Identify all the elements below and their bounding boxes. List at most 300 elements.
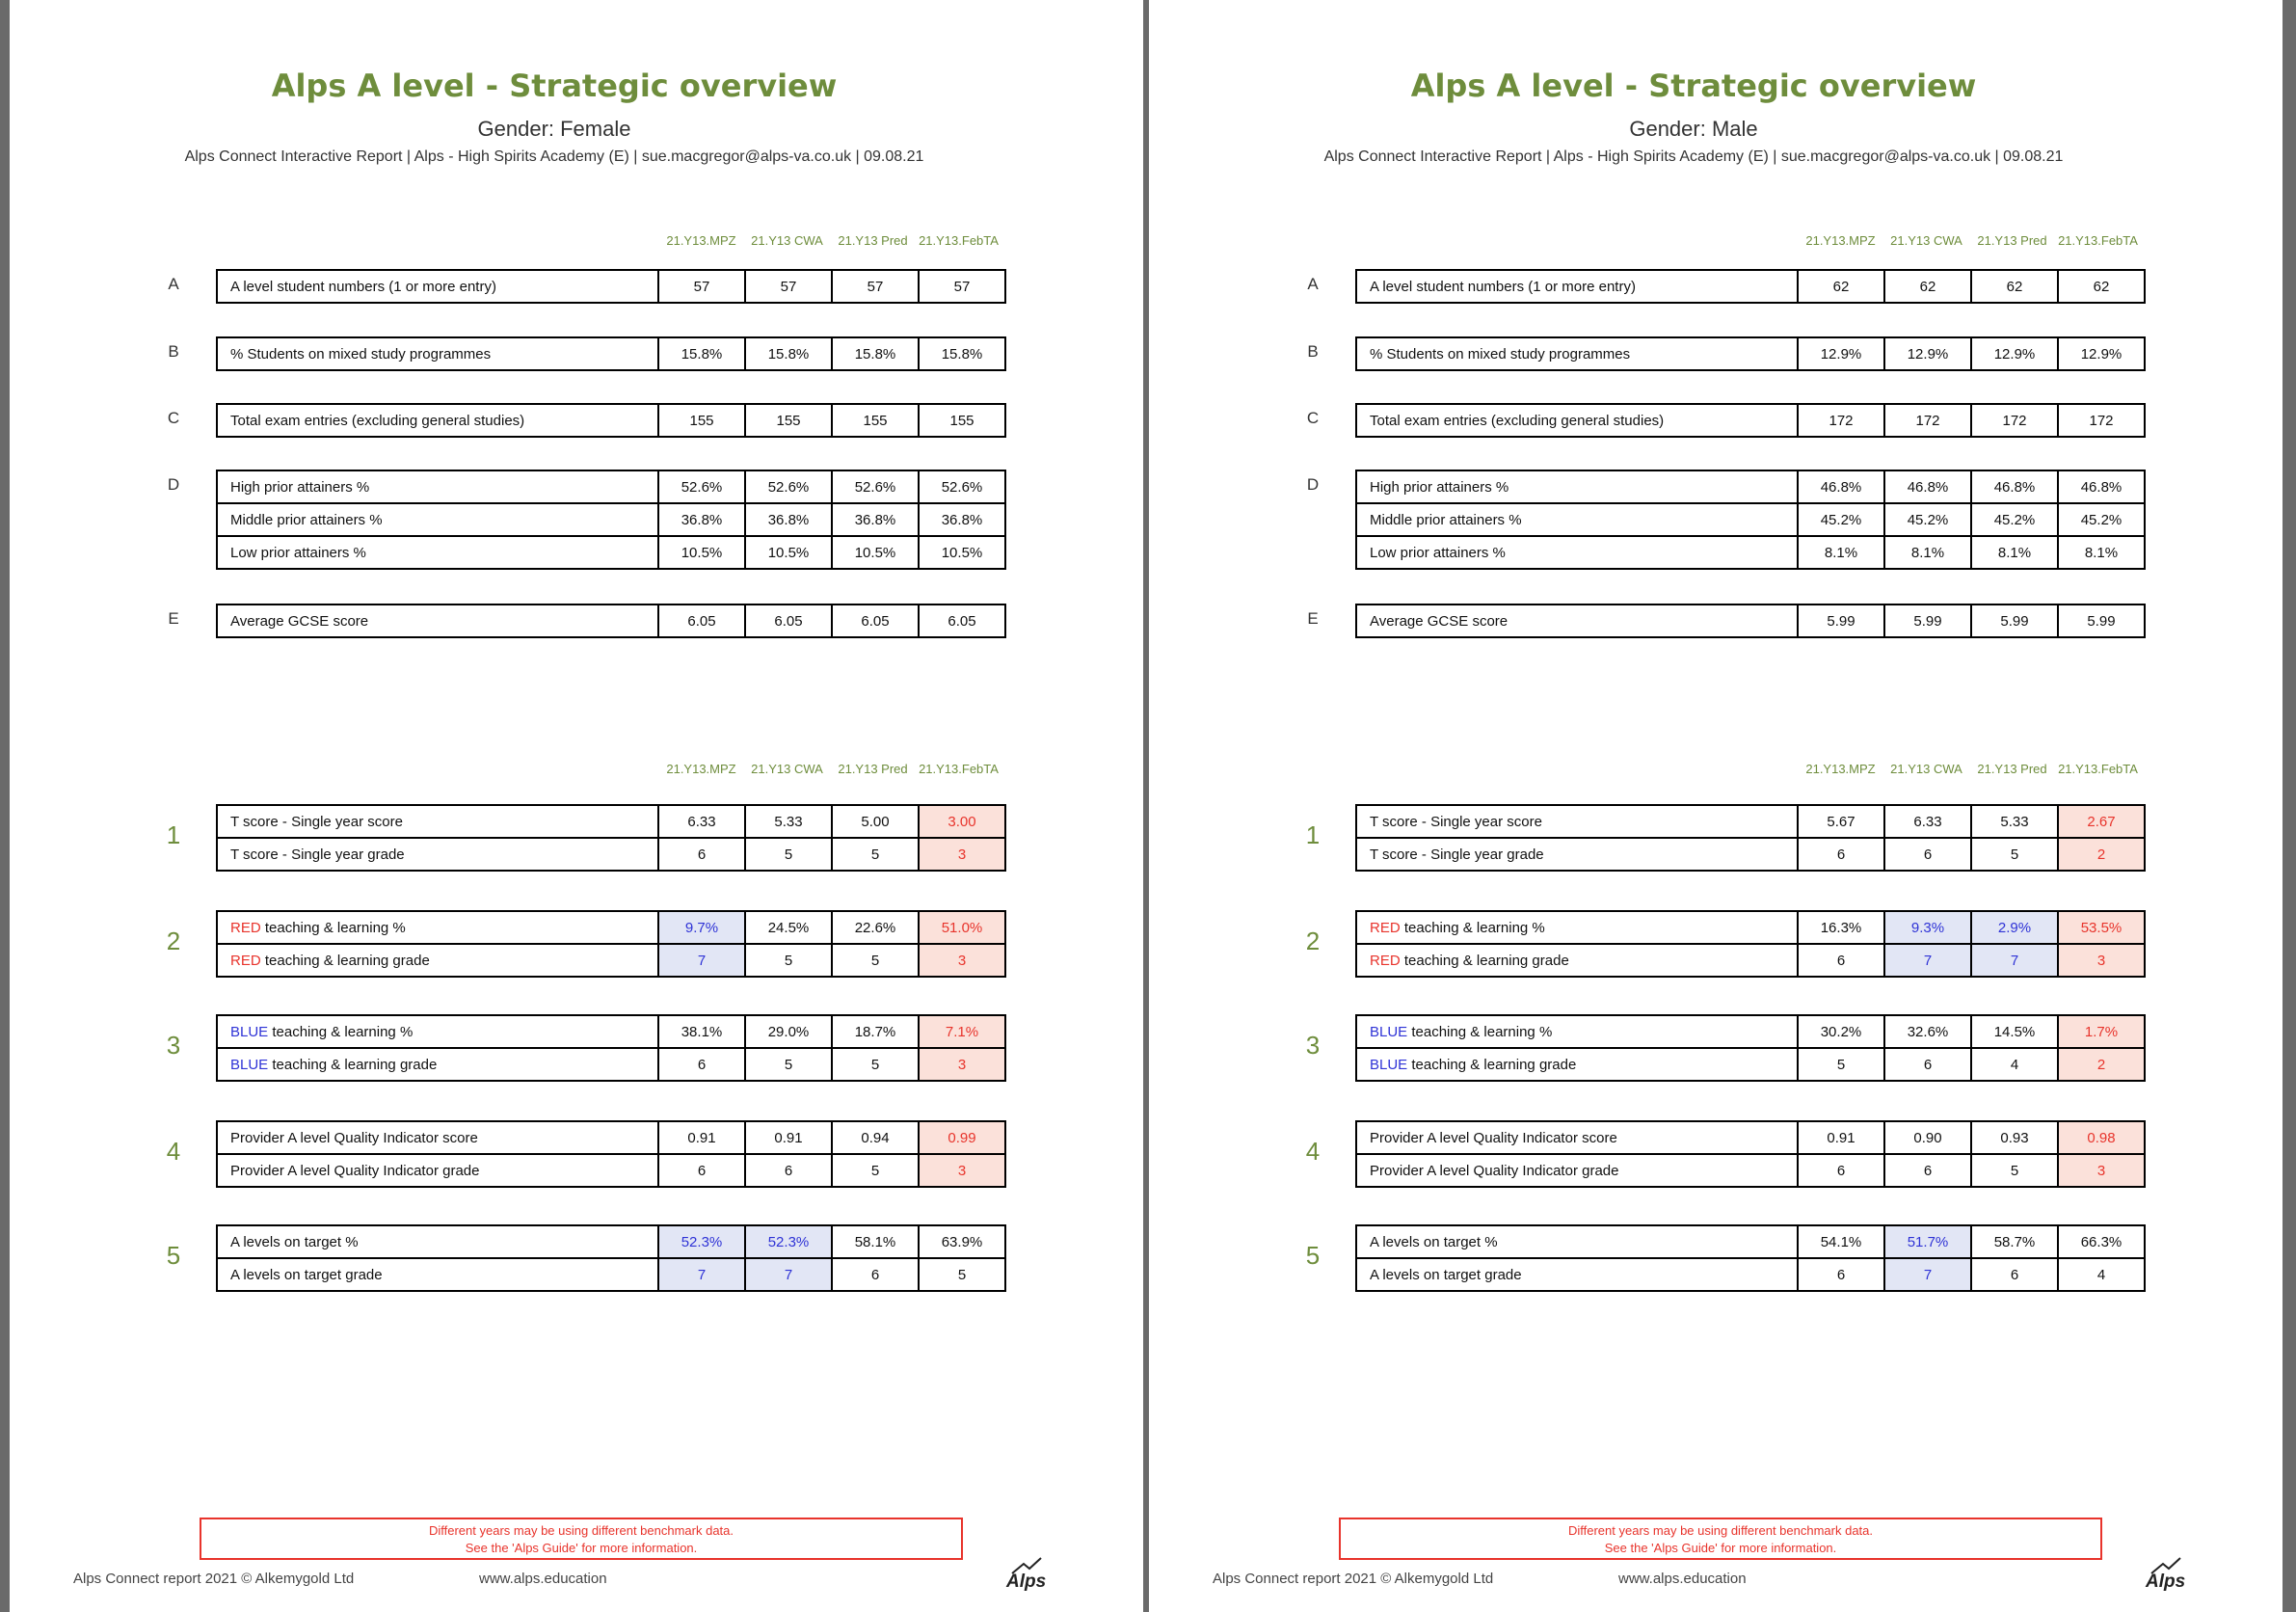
row-label-text: T score - Single year score bbox=[230, 813, 403, 830]
value-cell: 5 bbox=[832, 838, 919, 871]
value-cell: 2 bbox=[2058, 1048, 2145, 1081]
value-cell: 32.6% bbox=[1884, 1015, 1971, 1048]
table-row bbox=[1356, 337, 2145, 370]
value-cell: 36.8% bbox=[832, 503, 919, 536]
value-cell: 172 bbox=[1884, 404, 1971, 437]
row-label-keyword: RED bbox=[1370, 952, 1401, 969]
row-label-text: teaching & learning grade bbox=[260, 952, 430, 969]
row-label: Total exam entries (excluding general studies) bbox=[217, 404, 658, 437]
row-letter: D bbox=[167, 475, 180, 494]
value-cell: 36.8% bbox=[919, 503, 1005, 536]
column-header: 21.Y13 Pred bbox=[838, 762, 908, 776]
row-label: Average GCSE score bbox=[1356, 604, 1798, 637]
value-cell: 15.8% bbox=[919, 337, 1005, 370]
table-row bbox=[1356, 536, 2145, 569]
row-label-text: Provider A level Quality Indicator score bbox=[1370, 1129, 1617, 1146]
disclaimer-line: See the 'Alps Guide' for more information. bbox=[1604, 1541, 1837, 1555]
value-cell: 2.9% bbox=[1971, 911, 2058, 944]
value-cell: 5.99 bbox=[1971, 604, 2058, 637]
row-label-text: A levels on target grade bbox=[230, 1266, 383, 1283]
value-cell: 3 bbox=[919, 944, 1005, 977]
value-cell: 5 bbox=[919, 1258, 1005, 1291]
performance-table-4 bbox=[1355, 1120, 2146, 1188]
measure-number: 1 bbox=[166, 820, 181, 849]
table-row bbox=[1356, 911, 2145, 944]
column-header: 21.Y13.FebTA bbox=[919, 762, 999, 776]
measure-number: 5 bbox=[166, 1241, 181, 1270]
row-label bbox=[1356, 1154, 1798, 1187]
value-cell: 4 bbox=[2058, 1258, 2145, 1291]
value-cell: 8.1% bbox=[1798, 536, 1884, 569]
table-row bbox=[217, 404, 1005, 437]
value-cell: 6 bbox=[658, 1154, 745, 1187]
value-cell: 5.99 bbox=[2058, 604, 2145, 637]
value-cell: 0.91 bbox=[745, 1121, 832, 1154]
performance-table-3 bbox=[1355, 1014, 2146, 1082]
performance-table-1 bbox=[1355, 804, 2146, 872]
value-cell: 46.8% bbox=[1884, 470, 1971, 503]
row-label bbox=[1356, 1258, 1798, 1291]
table-row bbox=[217, 270, 1005, 303]
row-label bbox=[1356, 1225, 1798, 1258]
value-cell: 18.7% bbox=[832, 1015, 919, 1048]
value-cell: 6 bbox=[1884, 1048, 1971, 1081]
value-cell: 6 bbox=[1798, 1154, 1884, 1187]
table-row bbox=[1356, 503, 2145, 536]
column-headers-performance bbox=[1798, 762, 2156, 779]
value-cell: 155 bbox=[658, 404, 745, 437]
row-label: High prior attainers % bbox=[1356, 470, 1798, 503]
value-cell: 155 bbox=[919, 404, 1005, 437]
table-row bbox=[217, 838, 1005, 871]
row-label: A level student numbers (1 or more entry) bbox=[217, 270, 658, 303]
value-cell: 52.6% bbox=[919, 470, 1005, 503]
value-cell: 5 bbox=[1798, 1048, 1884, 1081]
value-cell: 46.8% bbox=[1971, 470, 2058, 503]
value-cell: 8.1% bbox=[1971, 536, 2058, 569]
value-cell: 172 bbox=[1971, 404, 2058, 437]
column-headers-context bbox=[658, 233, 1017, 251]
row-label bbox=[1356, 944, 1798, 977]
value-cell: 6 bbox=[1884, 1154, 1971, 1187]
column-header: 21.Y13.MPZ bbox=[666, 233, 736, 248]
row-label bbox=[217, 1225, 658, 1258]
table-row bbox=[1356, 1258, 2145, 1291]
value-cell: 15.8% bbox=[658, 337, 745, 370]
column-header: 21.Y13 CWA bbox=[751, 762, 823, 776]
column-headers-performance bbox=[658, 762, 1017, 779]
row-label-text: A levels on target % bbox=[1370, 1233, 1498, 1250]
context-table-d bbox=[216, 470, 1006, 570]
value-cell: 10.5% bbox=[832, 536, 919, 569]
row-label: Average GCSE score bbox=[217, 604, 658, 637]
context-table-e bbox=[1355, 604, 2146, 638]
benchmark-disclaimer bbox=[1339, 1518, 2102, 1560]
value-cell: 9.7% bbox=[658, 911, 745, 944]
value-cell: 5 bbox=[745, 944, 832, 977]
report-subline: Alps Connect Interactive Report | Alps - High Spirits Academy (E) | sue.macgregor@alps-va.co.uk | 09.08.21 bbox=[184, 148, 924, 165]
value-cell: 6 bbox=[1971, 1258, 2058, 1291]
row-label bbox=[217, 805, 658, 838]
row-letter: B bbox=[1307, 342, 1319, 361]
value-cell: 7 bbox=[658, 944, 745, 977]
value-cell: 5 bbox=[832, 1048, 919, 1081]
table-row bbox=[217, 911, 1005, 944]
report-title: Alps A level - Strategic overview bbox=[1410, 67, 1977, 104]
value-cell: 45.2% bbox=[2058, 503, 2145, 536]
row-label-text: teaching & learning % bbox=[1400, 919, 1545, 936]
table-row bbox=[217, 503, 1005, 536]
value-cell: 5 bbox=[745, 1048, 832, 1081]
table-row bbox=[1356, 944, 2145, 977]
row-label-keyword: RED bbox=[1370, 919, 1401, 936]
row-label: High prior attainers % bbox=[217, 470, 658, 503]
value-cell: 6 bbox=[745, 1154, 832, 1187]
table-row bbox=[217, 805, 1005, 838]
table-row bbox=[1356, 805, 2145, 838]
value-cell: 62 bbox=[1798, 270, 1884, 303]
value-cell: 58.1% bbox=[832, 1225, 919, 1258]
value-cell: 57 bbox=[832, 270, 919, 303]
footer-website: www.alps.education bbox=[1618, 1571, 1747, 1587]
table-row bbox=[217, 337, 1005, 370]
row-label: % Students on mixed study programmes bbox=[217, 337, 658, 370]
value-cell: 3 bbox=[2058, 1154, 2145, 1187]
footer-copyright: Alps Connect report 2021 © Alkemygold Ltd bbox=[1213, 1571, 1494, 1587]
performance-table-2 bbox=[1355, 910, 2146, 978]
row-label bbox=[217, 911, 658, 944]
row-label-keyword: BLUE bbox=[1370, 1023, 1408, 1040]
value-cell: 30.2% bbox=[1798, 1015, 1884, 1048]
value-cell: 5 bbox=[1971, 1154, 2058, 1187]
measure-number: 4 bbox=[166, 1137, 181, 1166]
value-cell: 53.5% bbox=[2058, 911, 2145, 944]
value-cell: 0.93 bbox=[1971, 1121, 2058, 1154]
value-cell: 2 bbox=[2058, 838, 2145, 871]
row-label bbox=[217, 1121, 658, 1154]
value-cell: 155 bbox=[832, 404, 919, 437]
column-headers-context bbox=[1798, 233, 2156, 251]
row-label bbox=[217, 1048, 658, 1081]
value-cell: 16.3% bbox=[1798, 911, 1884, 944]
value-cell: 6.05 bbox=[658, 604, 745, 637]
table-row bbox=[1356, 838, 2145, 871]
value-cell: 3 bbox=[919, 838, 1005, 871]
row-label bbox=[217, 944, 658, 977]
gender-heading: Gender: Male bbox=[1629, 117, 1758, 141]
disclaimer-line: Different years may be using different benchmark data. bbox=[1567, 1523, 1874, 1538]
value-cell: 7 bbox=[745, 1258, 832, 1291]
value-cell: 63.9% bbox=[919, 1225, 1005, 1258]
table-row bbox=[217, 1015, 1005, 1048]
value-cell: 36.8% bbox=[658, 503, 745, 536]
value-cell: 51.0% bbox=[919, 911, 1005, 944]
value-cell: 5 bbox=[1971, 838, 2058, 871]
row-letter: E bbox=[168, 609, 179, 628]
performance-table-4 bbox=[216, 1120, 1006, 1188]
row-label bbox=[217, 1154, 658, 1187]
row-label bbox=[217, 1015, 658, 1048]
value-cell: 8.1% bbox=[2058, 536, 2145, 569]
table-row bbox=[1356, 1048, 2145, 1081]
value-cell: 51.7% bbox=[1884, 1225, 1971, 1258]
value-cell: 5.99 bbox=[1798, 604, 1884, 637]
value-cell: 2.67 bbox=[2058, 805, 2145, 838]
value-cell: 6.05 bbox=[919, 604, 1005, 637]
benchmark-disclaimer bbox=[200, 1518, 963, 1560]
row-label bbox=[1356, 1121, 1798, 1154]
value-cell: 9.3% bbox=[1884, 911, 1971, 944]
row-label-text: teaching & learning grade bbox=[1407, 1056, 1577, 1073]
row-label: Middle prior attainers % bbox=[217, 503, 658, 536]
column-header: 21.Y13.MPZ bbox=[1805, 762, 1876, 776]
value-cell: 54.1% bbox=[1798, 1225, 1884, 1258]
column-header: 21.Y13 Pred bbox=[1977, 233, 2047, 248]
column-header: 21.Y13.FebTA bbox=[919, 233, 999, 248]
table-row bbox=[1356, 270, 2145, 303]
row-label-text: teaching & learning % bbox=[1407, 1023, 1553, 1040]
measure-number: 3 bbox=[1305, 1031, 1321, 1060]
value-cell: 0.91 bbox=[658, 1121, 745, 1154]
disclaimer-line: Different years may be using different benchmark data. bbox=[428, 1523, 734, 1538]
value-cell: 7 bbox=[1884, 1258, 1971, 1291]
row-label bbox=[217, 1258, 658, 1291]
context-table-c bbox=[216, 403, 1006, 438]
logo-wordmark: Alps bbox=[1006, 1572, 1047, 1592]
row-label: Middle prior attainers % bbox=[1356, 503, 1798, 536]
row-label-text: Provider A level Quality Indicator score bbox=[230, 1129, 478, 1146]
value-cell: 24.5% bbox=[745, 911, 832, 944]
value-cell: 57 bbox=[745, 270, 832, 303]
value-cell: 45.2% bbox=[1884, 503, 1971, 536]
value-cell: 6.33 bbox=[1884, 805, 1971, 838]
value-cell: 10.5% bbox=[658, 536, 745, 569]
row-label: Total exam entries (excluding general studies) bbox=[1356, 404, 1798, 437]
column-header: 21.Y13.FebTA bbox=[2058, 762, 2138, 776]
measure-number: 1 bbox=[1305, 820, 1321, 849]
value-cell: 7 bbox=[1971, 944, 2058, 977]
value-cell: 5.99 bbox=[1884, 604, 1971, 637]
context-table-b bbox=[1355, 336, 2146, 371]
row-label-text: T score - Single year score bbox=[1370, 813, 1542, 830]
table-row bbox=[1356, 404, 2145, 437]
table-row bbox=[217, 1225, 1005, 1258]
footer-copyright: Alps Connect report 2021 © Alkemygold Ltd bbox=[73, 1571, 355, 1587]
value-cell: 8.1% bbox=[1884, 536, 1971, 569]
disclaimer-line: See the 'Alps Guide' for more information. bbox=[465, 1541, 698, 1555]
context-table-d bbox=[1355, 470, 2146, 570]
value-cell: 6 bbox=[1798, 944, 1884, 977]
table-row bbox=[217, 1121, 1005, 1154]
table-row bbox=[1356, 1154, 2145, 1187]
value-cell: 172 bbox=[2058, 404, 2145, 437]
value-cell: 52.3% bbox=[658, 1225, 745, 1258]
value-cell: 5 bbox=[745, 838, 832, 871]
table-row bbox=[217, 536, 1005, 569]
column-header: 21.Y13.FebTA bbox=[2058, 233, 2138, 248]
performance-table-5 bbox=[216, 1224, 1006, 1292]
value-cell: 155 bbox=[745, 404, 832, 437]
row-label-keyword: BLUE bbox=[230, 1056, 269, 1073]
table-row bbox=[217, 1048, 1005, 1081]
report-title: Alps A level - Strategic overview bbox=[271, 67, 838, 104]
value-cell: 5.67 bbox=[1798, 805, 1884, 838]
footer-website: www.alps.education bbox=[479, 1571, 607, 1587]
value-cell: 10.5% bbox=[745, 536, 832, 569]
value-cell: 6 bbox=[832, 1258, 919, 1291]
row-label: A level student numbers (1 or more entry) bbox=[1356, 270, 1798, 303]
measure-number: 3 bbox=[166, 1031, 181, 1060]
value-cell: 52.3% bbox=[745, 1225, 832, 1258]
table-row bbox=[1356, 1015, 2145, 1048]
value-cell: 3 bbox=[2058, 944, 2145, 977]
row-label bbox=[217, 838, 658, 871]
value-cell: 62 bbox=[1971, 270, 2058, 303]
row-label-text: teaching & learning % bbox=[268, 1023, 414, 1040]
table-row bbox=[1356, 470, 2145, 503]
column-header: 21.Y13.MPZ bbox=[1805, 233, 1876, 248]
value-cell: 62 bbox=[2058, 270, 2145, 303]
value-cell: 12.9% bbox=[1971, 337, 2058, 370]
value-cell: 14.5% bbox=[1971, 1015, 2058, 1048]
column-header: 21.Y13 CWA bbox=[751, 233, 823, 248]
table-row bbox=[217, 944, 1005, 977]
value-cell: 5 bbox=[832, 944, 919, 977]
table-row bbox=[217, 604, 1005, 637]
value-cell: 36.8% bbox=[745, 503, 832, 536]
context-table-c bbox=[1355, 403, 2146, 438]
row-label-text: teaching & learning grade bbox=[268, 1056, 438, 1073]
performance-table-1 bbox=[216, 804, 1006, 872]
value-cell: 7.1% bbox=[919, 1015, 1005, 1048]
table-row bbox=[1356, 1121, 2145, 1154]
row-letter: E bbox=[1307, 609, 1319, 628]
value-cell: 3 bbox=[919, 1154, 1005, 1187]
value-cell: 6 bbox=[658, 1048, 745, 1081]
context-table-a bbox=[1355, 269, 2146, 304]
value-cell: 57 bbox=[919, 270, 1005, 303]
row-label: Low prior attainers % bbox=[1356, 536, 1798, 569]
column-header: 21.Y13 CWA bbox=[1890, 233, 1962, 248]
value-cell: 45.2% bbox=[1971, 503, 2058, 536]
value-cell: 52.6% bbox=[832, 470, 919, 503]
row-label-text: A levels on target grade bbox=[1370, 1266, 1522, 1283]
value-cell: 10.5% bbox=[919, 536, 1005, 569]
row-label-text: Provider A level Quality Indicator grade bbox=[1370, 1162, 1619, 1179]
row-label: % Students on mixed study programmes bbox=[1356, 337, 1798, 370]
value-cell: 57 bbox=[658, 270, 745, 303]
row-letter: D bbox=[1306, 475, 1320, 494]
value-cell: 22.6% bbox=[832, 911, 919, 944]
row-letter: A bbox=[168, 275, 179, 293]
value-cell: 6.33 bbox=[658, 805, 745, 838]
value-cell: 5.33 bbox=[745, 805, 832, 838]
value-cell: 38.1% bbox=[658, 1015, 745, 1048]
row-letter: B bbox=[168, 342, 179, 361]
row-label-text: T score - Single year grade bbox=[1370, 846, 1544, 863]
value-cell: 5 bbox=[832, 1154, 919, 1187]
column-header: 21.Y13 Pred bbox=[838, 233, 908, 248]
column-header: 21.Y13 CWA bbox=[1890, 762, 1962, 776]
row-label-text: Provider A level Quality Indicator grade bbox=[230, 1162, 480, 1179]
performance-table-2 bbox=[216, 910, 1006, 978]
row-label bbox=[1356, 838, 1798, 871]
value-cell: 6 bbox=[1798, 838, 1884, 871]
report-page-female bbox=[10, 0, 1143, 1612]
gender-heading: Gender: Female bbox=[477, 117, 631, 141]
row-label bbox=[1356, 911, 1798, 944]
row-letter: C bbox=[1306, 409, 1320, 427]
column-header: 21.Y13 Pred bbox=[1977, 762, 2047, 776]
context-table-e bbox=[216, 604, 1006, 638]
value-cell: 0.91 bbox=[1798, 1121, 1884, 1154]
measure-number: 4 bbox=[1305, 1137, 1321, 1166]
row-label-text: teaching & learning grade bbox=[1400, 952, 1569, 969]
performance-table-5 bbox=[1355, 1224, 2146, 1292]
value-cell: 12.9% bbox=[2058, 337, 2145, 370]
row-label bbox=[1356, 1015, 1798, 1048]
row-label: Low prior attainers % bbox=[217, 536, 658, 569]
value-cell: 52.6% bbox=[658, 470, 745, 503]
measure-number: 2 bbox=[166, 927, 181, 955]
value-cell: 12.9% bbox=[1884, 337, 1971, 370]
measure-number: 2 bbox=[1305, 927, 1321, 955]
value-cell: 45.2% bbox=[1798, 503, 1884, 536]
row-letter: A bbox=[1307, 275, 1319, 293]
row-label bbox=[1356, 805, 1798, 838]
measure-number: 5 bbox=[1305, 1241, 1321, 1270]
table-row bbox=[1356, 604, 2145, 637]
value-cell: 7 bbox=[658, 1258, 745, 1291]
value-cell: 15.8% bbox=[745, 337, 832, 370]
value-cell: 12.9% bbox=[1798, 337, 1884, 370]
value-cell: 1.7% bbox=[2058, 1015, 2145, 1048]
logo-wordmark: Alps bbox=[2146, 1572, 2186, 1592]
value-cell: 3.00 bbox=[919, 805, 1005, 838]
table-row bbox=[1356, 1225, 2145, 1258]
value-cell: 62 bbox=[1884, 270, 1971, 303]
value-cell: 6.05 bbox=[745, 604, 832, 637]
value-cell: 0.94 bbox=[832, 1121, 919, 1154]
column-header: 21.Y13.MPZ bbox=[666, 762, 736, 776]
row-label-keyword: RED bbox=[230, 952, 261, 969]
value-cell: 0.98 bbox=[2058, 1121, 2145, 1154]
report-page-male bbox=[1149, 0, 2283, 1612]
row-label-keyword: BLUE bbox=[1370, 1056, 1408, 1073]
row-label-text: teaching & learning % bbox=[260, 919, 406, 936]
row-label-text: A levels on target % bbox=[230, 1233, 359, 1250]
value-cell: 29.0% bbox=[745, 1015, 832, 1048]
value-cell: 46.8% bbox=[1798, 470, 1884, 503]
row-label-keyword: RED bbox=[230, 919, 261, 936]
value-cell: 66.3% bbox=[2058, 1225, 2145, 1258]
value-cell: 5.33 bbox=[1971, 805, 2058, 838]
value-cell: 46.8% bbox=[2058, 470, 2145, 503]
value-cell: 0.99 bbox=[919, 1121, 1005, 1154]
row-letter: C bbox=[167, 409, 180, 427]
alps-logo bbox=[1002, 1556, 1060, 1595]
table-row bbox=[217, 470, 1005, 503]
row-label bbox=[1356, 1048, 1798, 1081]
value-cell: 15.8% bbox=[832, 337, 919, 370]
value-cell: 5.00 bbox=[832, 805, 919, 838]
row-label-text: T score - Single year grade bbox=[230, 846, 405, 863]
row-label-keyword: BLUE bbox=[230, 1023, 269, 1040]
value-cell: 172 bbox=[1798, 404, 1884, 437]
performance-table-3 bbox=[216, 1014, 1006, 1082]
report-subline: Alps Connect Interactive Report | Alps - High Spirits Academy (E) | sue.macgregor@alps-va.co.uk | 09.08.21 bbox=[1323, 148, 2064, 165]
value-cell: 6.05 bbox=[832, 604, 919, 637]
